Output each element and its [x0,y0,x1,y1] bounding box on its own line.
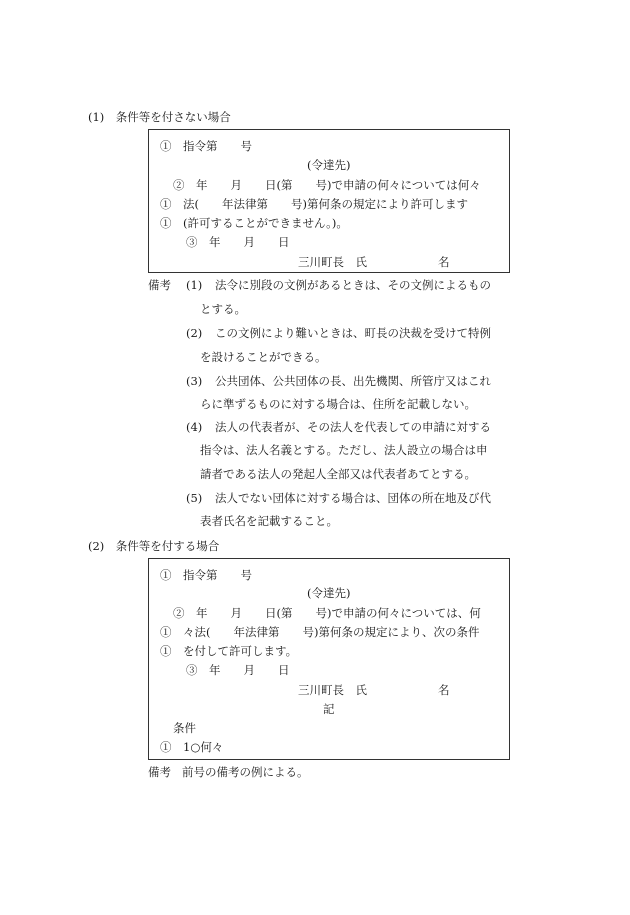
form2-recipient: (令達先) [307,586,351,600]
note-3-line2: らに準ずるものに対する場合は、住所を記載しない。 [200,397,476,411]
form2-signer-name: 名 [438,683,450,697]
note-2-num: (2) [186,326,203,340]
form2-ki: 記 [323,702,335,716]
note-4-num: (4) [186,420,203,434]
note-2-line2: を設けることができる。 [200,350,327,364]
note-5-num: (5) [186,491,203,505]
note-3-line1: 公共団体、公共団体の長、出先機関、所管庁又はこれ [215,374,491,388]
notes-label-2: 備考 [148,765,171,779]
form1-signer: 三川町長 氏 [298,255,367,269]
note-1-num: (1) [186,278,203,292]
note-1-line2: とする。 [200,302,246,316]
form2-line5: ① を付して許可します。 [160,644,298,658]
form2-line4: ① 々法( 年法律第 号)第何条の規定により、次の条件 [160,625,480,639]
form2-line1: ① 指令第 号 [160,568,252,582]
form2-date: ③ 年 月 日 [186,663,290,677]
form2-signer: 三川町長 氏 [298,683,367,697]
form1-line5: ① (許可することができません。)。 [160,216,348,230]
form1-line1: ① 指令第 号 [160,139,252,153]
note-section2: 前号の備考の例による。 [182,765,309,779]
section2-heading: (2) 条件等を付する場合 [88,539,220,553]
note-2-line1: この文例により難いときは、町長の決裁を受けて特例 [215,326,491,340]
form2-line3: ② 年 月 日(第 号)で申請の何々については、何 [173,606,481,620]
section1-heading: (1) 条件等を付さない場合 [88,110,231,124]
note-5-line1: 法人でない団体に対する場合は、団体の所在地及び代 [215,491,491,505]
note-4-line3: 請者である法人の発起人全部又は代表者あてとする。 [200,467,476,481]
form1-signer-name: 名 [438,255,450,269]
form1-recipient: (令達先) [307,158,351,172]
note-4-line1: 法人の代表者が、その法人を代表しての申請に対する [215,420,491,434]
form2-condition-item: ① 1○何々 [160,740,224,754]
note-4-line2: 指令は、法人名義とする。ただし、法人設立の場合は申 [200,443,488,457]
form2-conditions-label: 条件 [173,721,196,735]
form1-line3: ② 年 月 日(第 号)で申請の何々については何々 [173,178,481,192]
note-1-line1: 法令に別段の文例があるときは、その文例によるもの [215,278,491,292]
form1-line4: ① 法( 年法律第 号)第何条の規定により許可します [160,197,468,211]
note-3-num: (3) [186,374,203,388]
notes-label-1: 備考 [148,278,171,292]
form1-date: ③ 年 月 日 [186,235,290,249]
note-5-line2: 表者氏名を記載すること。 [200,514,338,528]
